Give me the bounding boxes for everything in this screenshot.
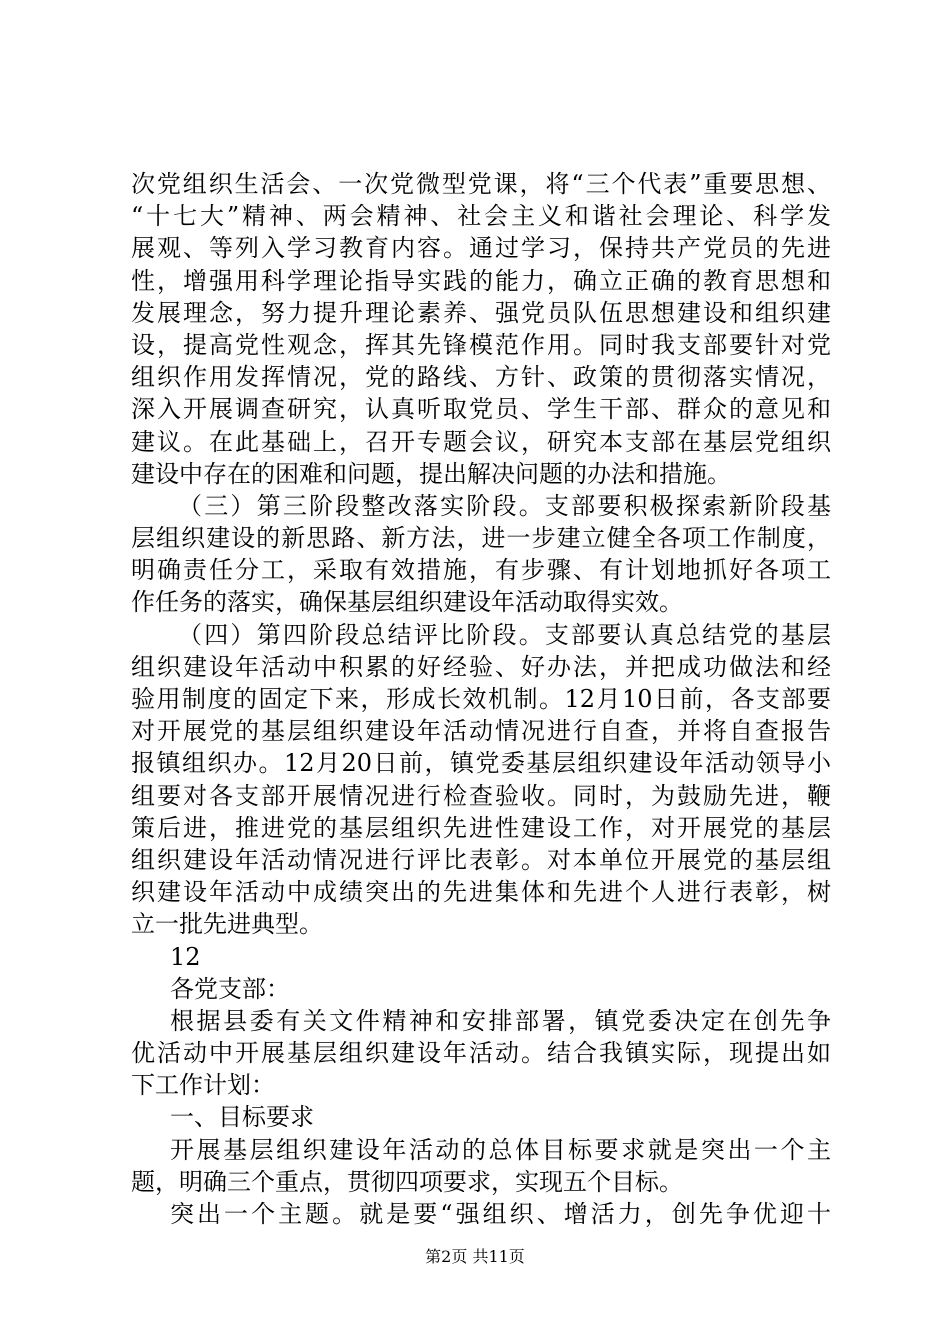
body-line: 立一批先进典型。 xyxy=(131,910,323,939)
salutation-line: 各党支部： xyxy=(170,974,290,1003)
body-line: 作任务的落实，确保基层组织建设年活动取得实效。 xyxy=(131,588,683,617)
document-body xyxy=(131,168,831,1230)
body-line: 报镇组织办。12月20日前，镇党委基层组织建设年活动领导小 xyxy=(131,749,831,778)
body-line: 建议。在此基础上，召开专题会议，研究本支部在基层党组织 xyxy=(131,427,831,456)
body-line: 组织建设年活动中积累的好经验、好办法，并把成功做法和经 xyxy=(131,652,831,681)
body-line: 组织建设年活动情况进行评比表彰。对本单位开展党的基层组 xyxy=(131,845,831,874)
body-line: 开展基层组织建设年活动的总体目标要求就是突出一个主 xyxy=(170,1135,831,1164)
body-line: 根据县委有关文件精神和安排部署，镇党委决定在创先争 xyxy=(170,1006,831,1035)
body-line: 建设中存在的困难和问题，提出解决问题的办法和措施。 xyxy=(131,459,731,488)
body-line: 展观、等列入学习教育内容。通过学习，保持共产党员的先进 xyxy=(131,234,831,263)
body-line: 深入开展调查研究，认真听取党员、学生干部、群众的意见和 xyxy=(131,395,831,424)
body-line: 织建设年活动中成绩突出的先进集体和先进个人进行表彰，树 xyxy=(131,878,831,907)
body-line: 下工作计划： xyxy=(131,1071,275,1100)
body-line: 题，明确三个重点，贯彻四项要求，实现五个目标。 xyxy=(131,1167,683,1196)
body-line: 组织作用发挥情况，党的路线、方针、政策的贯彻落实情况， xyxy=(131,363,831,392)
body-line: 发展理念，努力提升理论素养、强党员队伍思想建设和组织建 xyxy=(131,298,831,327)
body-line: 突出一个主题。就是要“强组织、增活力，创先争优迎十 xyxy=(170,1200,831,1228)
section-heading-line: 一、目标要求 xyxy=(170,1103,314,1132)
body-line: 层组织建设的新思路、新方法，进一步建立健全各项工作制度， xyxy=(131,524,831,553)
section-three-heading-line: （三）第三阶段整改落实阶段。支部要积极探索新阶段基 xyxy=(178,491,831,520)
body-line: 组要对各支部开展情况进行检查验收。同时，为鼓励先进，鞭 xyxy=(131,781,831,810)
section-four-heading-line: （四）第四阶段总结评比阶段。支部要认真总结党的基层 xyxy=(178,620,831,649)
page-footer: 第2页 共11页 xyxy=(425,1247,525,1266)
body-line: 优活动中开展基层组织建设年活动。结合我镇实际，现提出如 xyxy=(131,1039,831,1068)
body-line: 性，增强用科学理论指导实践的能力，确立正确的教育思想和 xyxy=(131,266,831,295)
body-line: 明确责任分工，采取有效措施，有步骤、有计划地抓好各项工 xyxy=(131,556,831,585)
body-line: 策后进，推进党的基层组织先进性建设工作，对开展党的基层 xyxy=(131,813,831,842)
body-line: 设，提高党性观念，挥其先锋模范作用。同时我支部要针对党 xyxy=(131,330,831,359)
number-line: 12 xyxy=(170,942,201,971)
body-line: 次党组织生活会、一次党微型党课，将“三个代表”重要思想、 xyxy=(131,170,831,198)
body-line: 对开展党的基层组织建设年活动情况进行自查，并将自查报告 xyxy=(131,717,831,746)
body-line: “十七大”精神、两会精神、社会主义和谐社会理论、科学发 xyxy=(131,202,831,231)
body-line: 验用制度的固定下来，形成长效机制。12月10日前，各支部要 xyxy=(131,685,831,713)
